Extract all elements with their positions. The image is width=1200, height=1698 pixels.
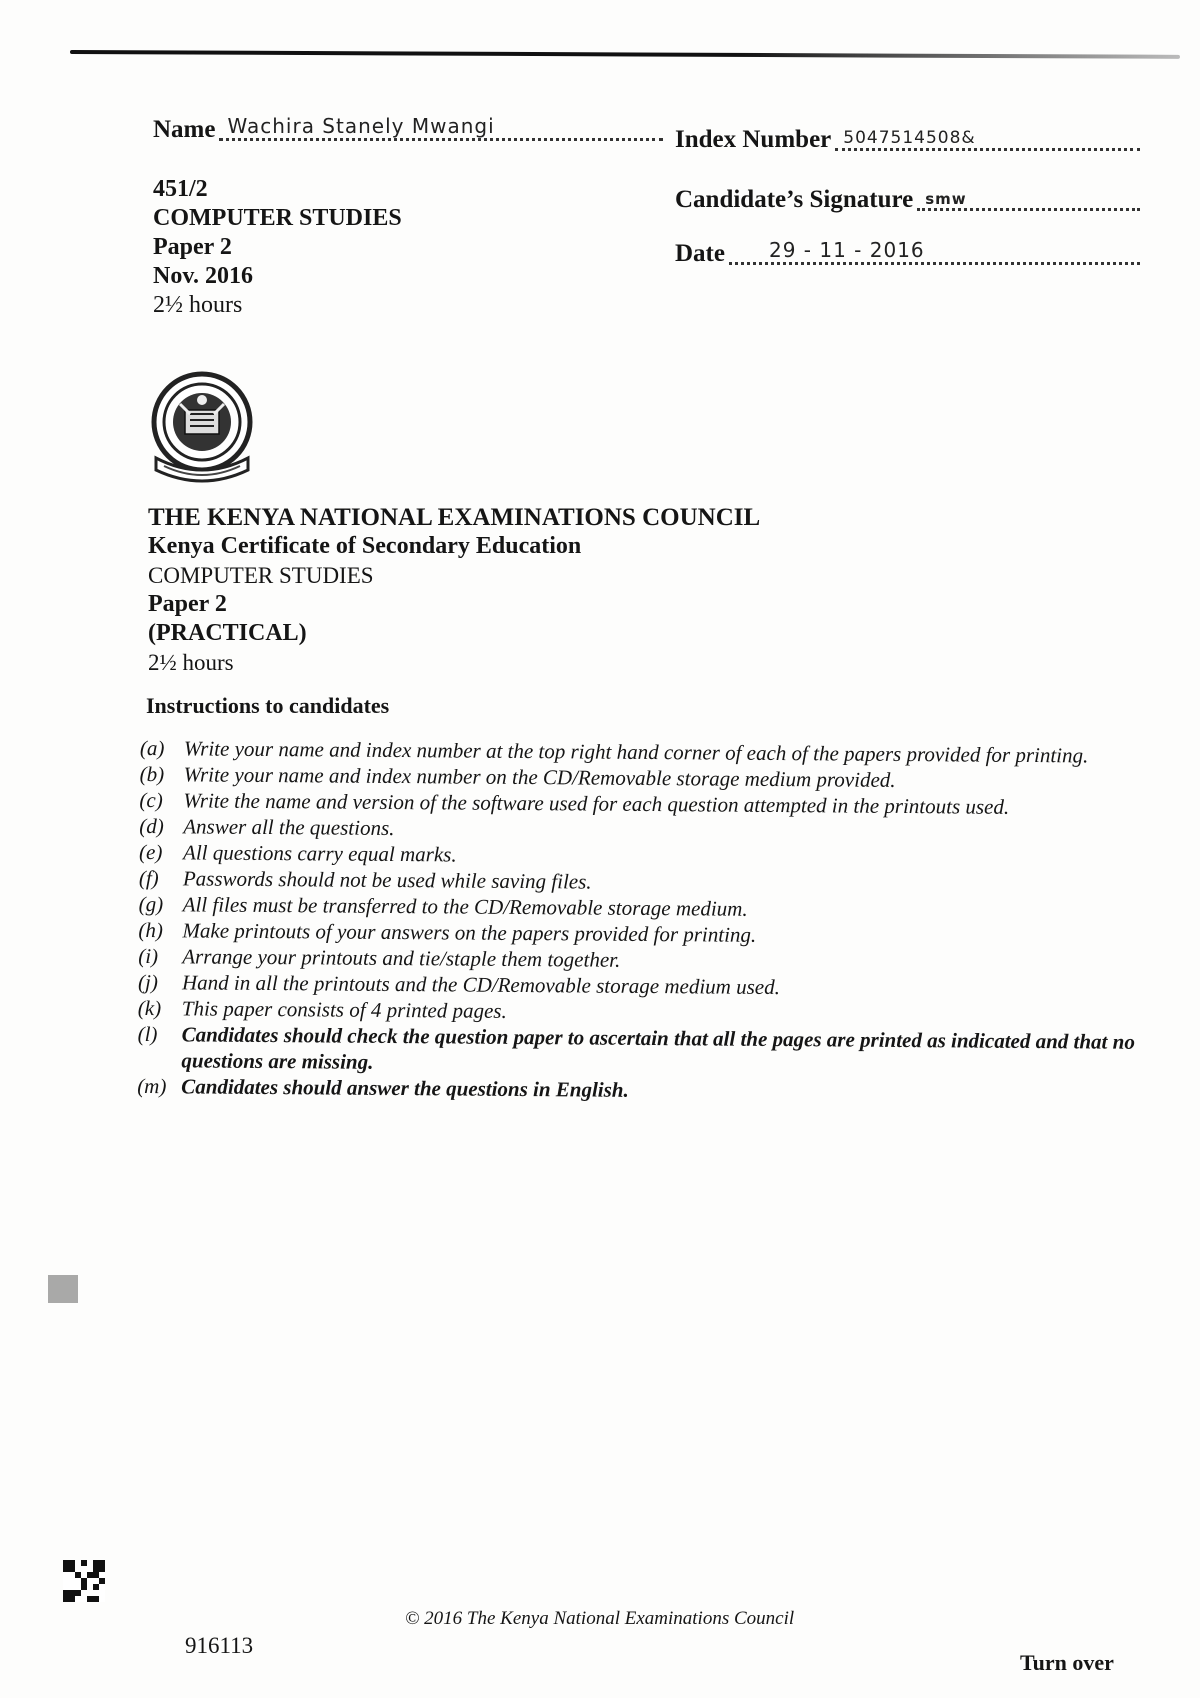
instruction-text: This paper consists of 4 printed pages. xyxy=(181,996,507,1023)
instruction-marker: (g) xyxy=(138,891,164,917)
council-duration: 2½ hours xyxy=(148,650,234,675)
council-block xyxy=(148,503,760,677)
date-label: Date xyxy=(675,240,725,267)
council-name: THE KENYA NATIONAL EXAMINATIONS COUNCIL xyxy=(148,504,761,531)
index-number-field xyxy=(675,122,1140,154)
paper-code: 451/2 xyxy=(153,176,208,202)
paper-subject: COMPUTER STUDIES xyxy=(153,205,402,231)
instruction-text: Candidates should answer the questions in English. xyxy=(181,1074,629,1102)
instruction-marker: (e) xyxy=(138,839,163,865)
date-handwritten: 29 - 11 - 2016 xyxy=(768,238,925,262)
name-dotted-line xyxy=(219,112,663,141)
date-dotted-line xyxy=(729,236,1140,265)
turn-over-label: Turn over xyxy=(1020,1650,1114,1675)
paper-date: Nov. 2016 xyxy=(153,263,254,289)
instruction-text: Passwords should not be used while saving files. xyxy=(182,866,592,894)
instruction-text: Hand in all the printouts and the CD/Removable storage medium used. xyxy=(181,970,780,1000)
top-rule xyxy=(70,50,1180,59)
instruction-text: Arrange your printouts and tie/staple them together. xyxy=(182,944,621,972)
instruction-marker: (h) xyxy=(138,917,164,943)
instruction-marker: (l) xyxy=(137,1021,158,1047)
name-field xyxy=(153,112,663,144)
qr-code-icon xyxy=(63,1560,105,1602)
instruction-text: Answer all the questions. xyxy=(183,814,395,841)
scan-smudge xyxy=(48,1275,78,1303)
document-code: 916113 xyxy=(185,1633,254,1658)
index-number-dotted-line xyxy=(835,122,1140,151)
council-subject: COMPUTER STUDIES xyxy=(148,563,374,588)
instruction-text: Make printouts of your answers on the papers provided for printing. xyxy=(182,918,757,947)
council-paper: Paper 2 xyxy=(148,591,227,617)
instruction-text: Write your name and index number on the CD/Removable storage medium provided. xyxy=(183,762,896,792)
signature-field xyxy=(675,182,1140,214)
paper-meta xyxy=(153,175,402,320)
signature-handwritten: smw xyxy=(925,190,967,208)
name-handwritten: Wachira Stanely Mwangi xyxy=(227,114,495,138)
instruction-text: Candidates should check the question paper to ascertain that all the pages are printed as indicated and that no questions are missing. xyxy=(181,1022,1135,1074)
index-number-handwritten: 5047514508& xyxy=(843,128,976,148)
paper-duration: 2½ hours xyxy=(153,292,243,318)
instruction-marker: (a) xyxy=(139,735,165,761)
instruction-item xyxy=(137,1021,1137,1081)
instruction-marker: (b) xyxy=(139,761,165,787)
name-label: Name xyxy=(153,116,216,143)
kenya-coat-of-arms-seal-icon xyxy=(150,370,255,490)
instruction-marker: (c) xyxy=(139,787,163,813)
instruction-marker: (m) xyxy=(137,1073,167,1099)
instruction-text: Write your name and index number at the top right hand corner of each of the papers provided for printing. xyxy=(183,736,1089,768)
certificate-name: Kenya Certificate of Secondary Education xyxy=(148,533,582,559)
council-paper-type: (PRACTICAL) xyxy=(148,620,307,646)
copyright-notice: © 2016 The Kenya National Examinations Council xyxy=(405,1608,795,1629)
instruction-text: All files must be transferred to the CD/Removable storage medium. xyxy=(182,892,748,921)
signature-dotted-line xyxy=(917,182,1140,211)
instruction-text: Write the name and version of the software used for each question attempted in the printouts used. xyxy=(183,788,1010,819)
paper-number: Paper 2 xyxy=(153,234,232,260)
instructions-heading: Instructions to candidates xyxy=(146,693,390,718)
instruction-text: All questions carry equal marks. xyxy=(182,840,457,867)
instruction-marker: (f) xyxy=(138,865,159,891)
signature-label: Candidate’s Signature xyxy=(675,186,914,213)
index-number-label: Index Number xyxy=(675,126,832,153)
instructions-list xyxy=(137,735,1140,1107)
instruction-marker: (j) xyxy=(137,969,158,995)
instruction-marker: (k) xyxy=(137,995,162,1021)
instruction-marker: (i) xyxy=(138,943,159,969)
date-field xyxy=(675,236,1140,268)
instruction-marker: (d) xyxy=(139,813,164,839)
